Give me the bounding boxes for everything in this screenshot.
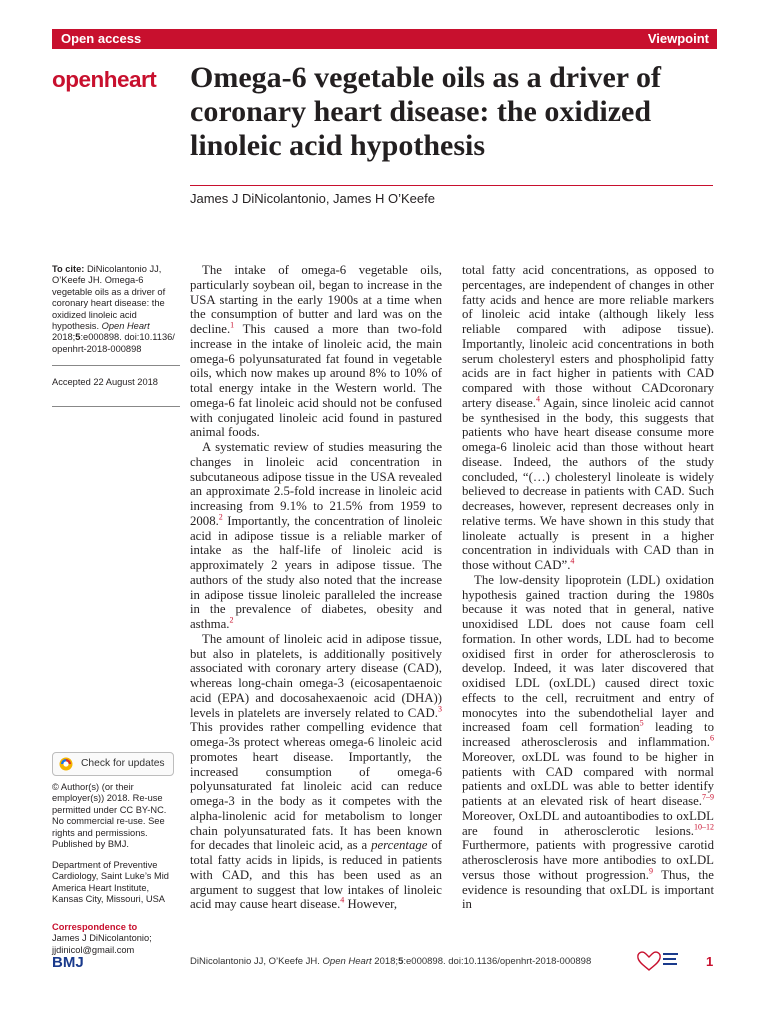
article-type-label: Viewpoint: [647, 31, 709, 46]
open-access-label: Open access: [61, 31, 142, 46]
footer-cite-journal: Open Heart: [322, 956, 372, 967]
check-for-updates-icon: [59, 757, 73, 771]
british-heart-society-logo: [636, 948, 680, 982]
cite-label: To cite:: [52, 264, 85, 274]
body-column-left: [190, 263, 442, 912]
citation-ref[interactable]: 7–9: [702, 792, 714, 802]
citation-ref[interactable]: 1: [230, 320, 235, 330]
license-text: © Author(s) (or their employer(s)) 2018. Re-use permitted under CC BY-NC. No commercial re-use. See rights and permissions. Published by BMJ.: [52, 782, 167, 850]
cite-journal: Open Heart: [101, 321, 150, 332]
journal-logo: openheart: [52, 67, 157, 92]
citation-ref[interactable]: 10–12: [694, 822, 714, 832]
footer-citation: [190, 956, 591, 967]
article-title: Omega-6 vegetable oils as a driver of coronary heart disease: the oxidized linoleic acid hypothesis: [190, 61, 662, 162]
footer-cite-year: 2018;: [374, 956, 399, 967]
paragraph: The low-density lipoprotein (LDL) oxidation hypothesis gained traction during the 1980s because it was noted that in general, native unoxidised LDL does not cause foam cell formation. In other words, LDL had to become oxidised first in order for atherosclerosis to develop. Indeed, it was later discovered that oxidised LDL (oxLDL) caused direct toxic effects to the cell, recruitment and entry of monocytes into the subendothelial layer and increased foam cell formation$^5$ leading to increased atherosclerosis and inflammation.$^6$ Moreover, oxLDL was found to be higher in patients with CAD compared with normal patients and oxLDL was able to better identify patients at an elevated risk of heart disease.$^{7-9}$ Moreover, OxLDL and autoantibodies to oxLDL are found in atherosclerotic lesions.$^{10-12}$ Furthermore, patients with progressive carotid atherosclerosis have more antibodies to oxLDL versus those without progression.$^9$ Thus, the evidence is resounding that oxLDL is important in: [462, 572, 714, 912]
cite-text: DiNicolantonio JJ, O’Keefe JH. Omega-6 vegetable oils as a driver of coronary heart disease: the oxidized linoleic acid hypothesis.: [52, 264, 166, 332]
citation-ref[interactable]: 5: [639, 718, 644, 728]
divider: [52, 406, 180, 407]
cite-volume: 5: [75, 332, 81, 343]
page-number: 1: [706, 954, 714, 969]
correspondence-name: James J DiNicolantonio;: [52, 933, 152, 944]
paragraph: The amount of linoleic acid in adipose tissue, but also in platelets, is additionally positively associated with coronary artery disease (CAD), whereas long-chain omega-3 (eicosapentaenoic acid (EPA) and docosahexaenoic acid (DHA)) levels in platelets are inversely related to CAD.$^3$ This provides rather compelling evidence that omega-3s protect whereas omega-6 linoleic acid promotes heart disease. Importantly, the increased consumption of omega-6 polyunsaturated fat linoleic acid can reduce omega-3 in the body as it competes with the alpha-linolenic acid for metabolism to longer chain polyunsaturated fats. It has been known for decades that linoleic acid, as a percentage of total fatty acids in lipids, is reduced in patients with CAD, and this has been used as an argument to suggest that low intakes of linoleic acid may cause heart disease.$^4$ However,: [190, 631, 443, 912]
check-for-updates-button[interactable]: [52, 752, 174, 776]
citation-ref[interactable]: 9: [648, 866, 653, 876]
footer-cite-doi: :e000898. doi:10.1136/openhrt-2018-000898: [403, 956, 592, 967]
cite-block: [52, 264, 180, 355]
paragraph: A systematic review of studies measuring the changes in linoleic acid concentration in subcutaneous adipose tissue in the USA revealed an approximate 2.5-fold increase in linoleic acid increasing from 9.1% to 21.5% from 1959 to 2008.$^2$ Importantly, the concentration of linoleic acid in adipose tissue is a reliable marker of intake as the half-life of linoleic acid is approximately 2 years in adipose tissue. The authors of the study also noted that the increase in adipose tissue linoleic paralleled the increase in the prevalence of diabetes, obesity and asthma.$^2$: [190, 440, 442, 631]
paragraph: The intake of omega-6 vegetable oils, particularly soybean oil, began to increase in the USA starting in the early 1900s at a time when the consumption of butter and lard was on the decline.$^1$ This caused a more than two-fold increase in the intake of linoleic acid, the main omega-6 polyunsaturated fat found in vegetable oils, which now makes up around 8% to 10% of total energy intake in the Western world. The omega-6 fat linoleic acid should not be confused with conjugated linoleic acid found in pastured animal foods.: [190, 263, 442, 440]
article-authors: James J DiNicolantonio, James H O’Keefe: [190, 191, 435, 206]
publisher-logo: BMJ: [52, 954, 84, 971]
citation-ref[interactable]: 2: [218, 512, 223, 522]
citation-ref[interactable]: 3: [438, 704, 442, 714]
section-banner: [52, 29, 717, 49]
citation-ref[interactable]: 6: [710, 733, 714, 743]
title-divider: [190, 185, 713, 186]
page-footer: [0, 948, 768, 1024]
citation-ref[interactable]: 4: [536, 394, 541, 404]
citation-ref[interactable]: 2: [229, 615, 234, 625]
author-affiliation: Department of Preventive Cardiology, Saint Luke’s Mid America Heart Institute, Kansas City, Missouri, USA: [52, 860, 169, 905]
body-column-right: [462, 263, 714, 912]
correspondence-email[interactable]: jjdinicol@gmail.com: [52, 944, 135, 955]
accepted-date: Accepted 22 August 2018: [52, 377, 158, 387]
footer-cite-volume: 5: [398, 956, 404, 967]
check-for-updates-label: Check for updates: [81, 758, 165, 769]
cite-year: 2018;: [52, 332, 76, 343]
footer-cite-authors: DiNicolantonio JJ, O’Keefe JH.: [190, 956, 320, 967]
paragraph: total fatty acid concentrations, as opposed to percentages, are independent of changes in other fatty acids and hence are more reliable markers of linoleic acid intake (although likely less reliable compared with adipose tissue). Importantly, linoleic acid concentrations in both serum cholesteryl esters and phospholipid fatty acids are in fact higher in patients with CAD compared with those without CADcoronary artery disease.$^4$ Again, since linoleic acid cannot be synthesised in the body, this suggests that patients who have heart disease consume more omega-6 linoleic acid than those without heart disease. Indeed, the authors of the study concluded, “(…) cholesteryl linoleate is widely believed to decrease in patients with CAD. Such decreases, however, represent decreases only in relative terms. We have shown in this study that linoleate actually is present in a higher concentration in individuals with CAD than in those without CAD”.$^4$: [462, 263, 714, 572]
citation-ref[interactable]: 4: [340, 895, 345, 905]
correspondence-label: Correspondence to: [52, 922, 138, 932]
cite-doi: :e000898. doi:10.1136/ openhrt-2018-000898: [52, 332, 175, 354]
divider: [52, 365, 180, 366]
citation-ref[interactable]: 4: [570, 556, 575, 566]
